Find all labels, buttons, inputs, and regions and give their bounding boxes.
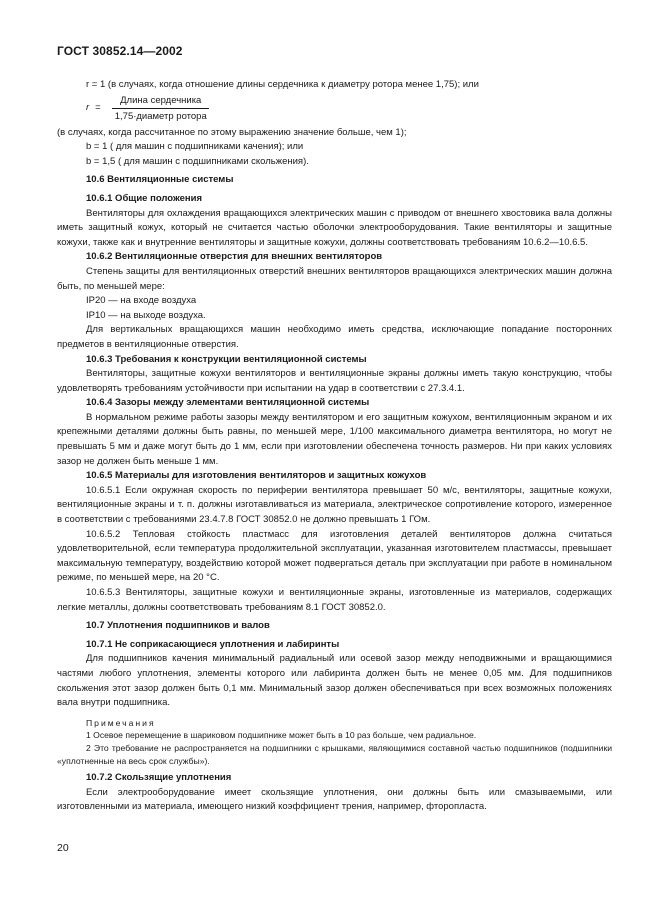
section-10-6-3-title: 10.6.3 Требования к конструкции вентиляционной системы (86, 353, 367, 365)
section-10-6-2-text: Степень защиты для вентиляционных отверстий внешних вентиляторов вращающихся электрических машин должна быть, по меньшей мере: (57, 265, 612, 292)
formula-note: (в случаях, когда рассчитанное по этому выражению значение больше, чем 1); (57, 126, 407, 138)
section-10-6-3-text: Вентиляторы, защитные кожухи вентиляторов и вентиляционные экраны должны иметь такую конструкцию, чтобы удовлетворять требованиям устойчивости при испытании на удар в соответствии с 27.3.4.1. (57, 368, 612, 394)
standard-header: ГОСТ 30852.14—2002 (57, 44, 183, 58)
section-10-6-1-title: 10.6.1 Общие положения (86, 192, 202, 204)
section-10-6-2-text2: Для вертикальных вращающихся машин необходимо иметь средства, исключающие попадание посторонних предметов в вентиляционные отверстия. (57, 324, 612, 350)
page-content (57, 78, 612, 815)
section-10-7-1-text: Для подшипников качения минимальный радиальный или осевой зазор между неподвижными и вращающимися частями любого уплотнения, элементы которого или лабиринта должен быть не менее 0,05 мм. Для подшипников скольжения этот зазор должен быть 0,1 мм. Минимальный зазор должен обеспечиваться при всех возможных положениях вала внутри подшипника. (57, 653, 612, 709)
notes-title: Примечания (86, 717, 156, 728)
section-10-6-5-3-text: 10.6.5.3 Вентиляторы, защитные кожухи и вентиляционные экраны, изготовленные из материалов, содержащих легкие металлы, должны соответствовать требованиям 8.1 ГОСТ 30852.0. (57, 587, 612, 613)
r1-line: r = 1 (в случаях, когда отношение длины сердечника к диаметру ротора менее 1,75); или (86, 79, 479, 90)
section-10-6-5-1-text: 10.6.5.1 Если окружная скорость по периферии вентилятора превышает 50 м/с, вентиляторы, защитные кожухи, вентиляционные экраны и т. п. должны изготавливаться из материала, электрическое сопротивление которого, измеренное в соответствии с требованиями 23.4.7.8 ГОСТ 30852.0 не должно превышать 1 ГОм. (57, 484, 612, 526)
section-10-7-2-text: Если электрооборудование имеет скользящие уплотнения, они должны быть или смазываемыми, или изготовленными из материала, имеющего низкий коэффициент трения, например, фторопласта. (57, 786, 612, 813)
section-10-7-2-title: 10.7.2 Скользящие уплотнения (86, 772, 232, 784)
section-10-6-4-title: 10.6.4 Зазоры между элементами вентиляционной системы (86, 397, 370, 409)
core-ratio-formula (57, 94, 612, 123)
section-10-6-5-title: 10.6.5 Материалы для изготовления вентиляторов и защитных кожухов (86, 470, 427, 482)
section-10-6-4-text: В нормальном режиме работы зазоры между вентилятором и его защитным кожухом, вентиляционным экраном и их крепежными деталями должны быть равны, по меньшей мере, 1/100 максимального диаметра вентилятора, но могут не превышать 5 мм и даже могут быть до 1 мм, если при изготовлении обеспечена точность размеров. Ни при каких условиях зазор не должен быть меньше 1 мм. (57, 411, 612, 467)
b-line-1: b = 1 ( для машин с подшипниками качения); или (86, 141, 304, 153)
b-line-2: b = 1,5 ( для машин с подшипниками скольжения). (86, 155, 309, 167)
page-number: 20 (57, 842, 69, 854)
formula-denominator: 1,75·диаметр ротора (114, 110, 207, 122)
formula-fraction (107, 94, 215, 123)
section-10-6-1-text: Вентиляторы для охлаждения вращающихся электрических машин с приводом от внешнего хвостовика вала должны иметь защитный кожух, который не считается частью оболочки электрооборудования. Такие вентиляторы и защитные кожухи, также как и внутренние вентиляторы и защитные кожухи, должны соответствовать требованиям 10.6.2—10.6.5. (57, 207, 612, 248)
formula-numerator: Длина сердечника (112, 94, 209, 109)
formula-lhs: r (86, 101, 90, 113)
section-10-7-1-title: 10.7.1 Не соприкасающиеся уплотнения и лабиринты (86, 638, 340, 650)
notes-block (57, 717, 612, 767)
section-10-6-title: 10.6 Вентиляционные системы (86, 174, 234, 186)
ip-item-inlet: IP20 — на входе воздуха (86, 295, 197, 307)
section-10-6-2-title: 10.6.2 Вентиляционные отверстия для внешних вентиляторов (86, 251, 383, 263)
section-10-6-5-2-text: 10.6.5.2 Тепловая стойкость пластмасс для изготовления деталей вентиляторов должна считаться удовлетворительной, если температура продолжительной эксплуатации, указанная изготовителем пластмассы, превышает максимальную температуру, воздействию которой может подвергаться деталь при эксплуатации при работе в номинальном режиме, по меньшей мере, на 20 °С. (57, 528, 612, 584)
note-item-2: 2 Это требование не распространяется на подшипники с крышками, являющимися составной частью подшипников (подшипники «уплотненные на весь срок службы»). (57, 742, 612, 766)
section-10-7-title: 10.7 Уплотнения подшипников и валов (86, 620, 270, 632)
ip-item-outlet: IP10 — на выходе воздуха. (86, 309, 206, 321)
formula-equals: = (95, 101, 101, 113)
note-item-1: 1 Осевое перемещение в шариковом подшипнике может быть в 10 раз больше, чем радиальное. (86, 730, 477, 741)
